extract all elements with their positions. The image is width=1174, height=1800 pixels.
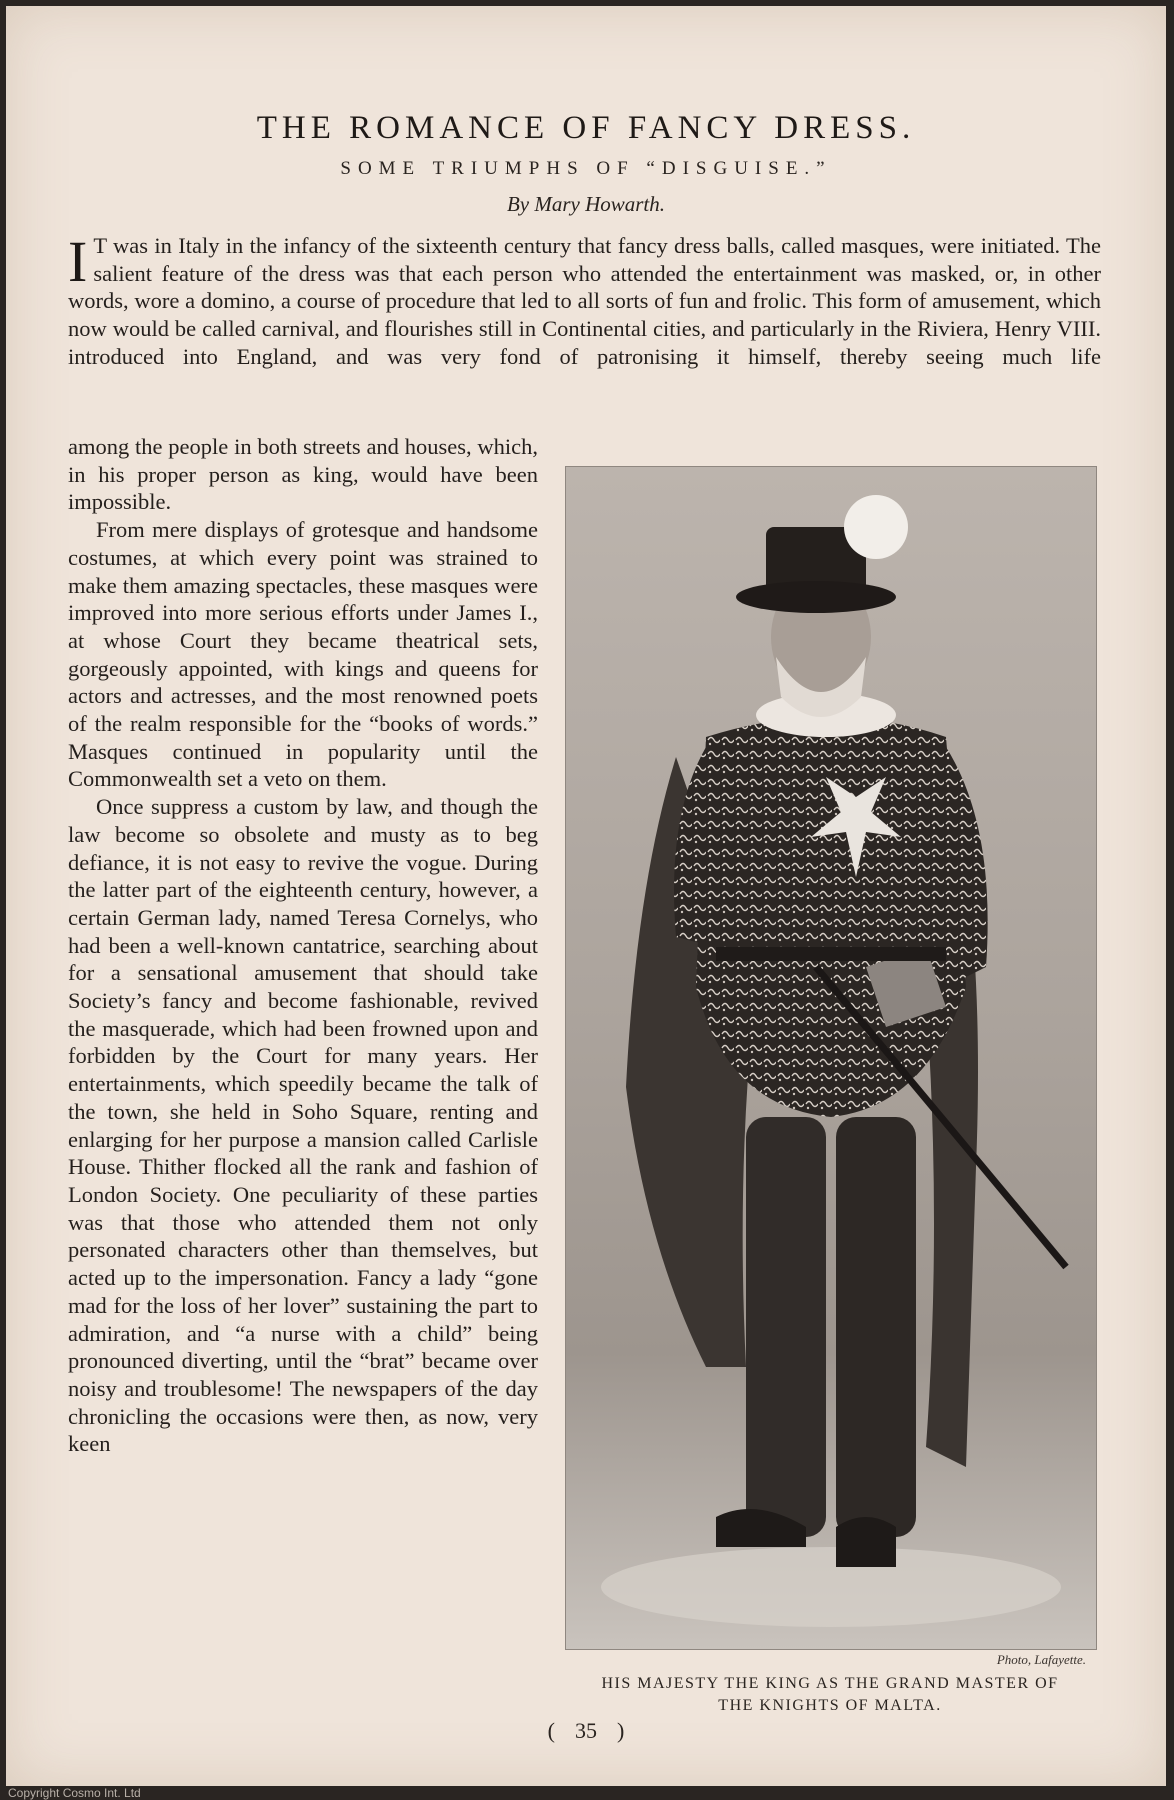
photo-credit: Photo, Lafayette. bbox=[996, 1652, 1086, 1667]
body-paragraph: among the people in both streets and houses, which, in his proper person as king, would have been impossible. bbox=[68, 434, 538, 515]
page-number-value: 35 bbox=[575, 1718, 597, 1743]
page-number bbox=[6, 1718, 1166, 1744]
article-subtitle: SOME TRIUMPHS OF “DISGUISE.” bbox=[340, 158, 832, 179]
page-number-paren-close: ) bbox=[617, 1718, 625, 1743]
copyright-watermark: Copyright Cosmo Int. Ltd bbox=[8, 1786, 141, 1800]
magazine-page bbox=[6, 6, 1166, 1786]
intro-text: T was in Italy in the infancy of the sixteenth century that fancy dress balls, called masques, were initiated. The salient feature of the dress was that each person who attended the entertainment was masked, or, in other words, wore a domino, a course of procedure that led to all sorts of fun and frolic. This form of amusement, which now would be called carnival, and flourishes still in Continental cities, and particularly in the Riviera, Henry VIII. introduced into England, and was very fond of patronising it himself, thereby seeing much life bbox=[68, 233, 1101, 369]
article-byline: By Mary Howarth. bbox=[506, 192, 666, 216]
article-title: THE ROMANCE OF FANCY DRESS. bbox=[256, 110, 916, 146]
body-paragraph: From mere displays of grotesque and handsome costumes, at which every point was strained to make them amazing spectacles, these masques were improved into more serious efforts under James I., at whose Court they became theatrical sets, gorgeously appointed, with kings and queens for actors and actresses, and the most renowned poets of the realm responsible for the “books of words.” Masques continued in popularity until the Commonwealth set a veto on them. bbox=[68, 517, 538, 792]
intro-paragraph bbox=[68, 229, 1101, 371]
portrait-illustration bbox=[566, 467, 1096, 1649]
caption-line: HIS MAJESTY THE KING AS THE GRAND MASTER OF bbox=[601, 1675, 1059, 1692]
photo-caption bbox=[565, 1673, 1095, 1717]
caption-line: THE KNIGHTS OF MALTA. bbox=[718, 1697, 942, 1714]
drop-cap: I bbox=[68, 229, 88, 294]
page-number-paren-open: ( bbox=[547, 1718, 555, 1743]
body-paragraph: Once suppress a custom by law, and though the law become so obsolete and musty as to beg defiance, it is not easy to revive the vogue. During the latter part of the eighteenth century, however, a certain German lady, named Teresa Cornelys, who had been a well-known cantatrice, searching about for a sensational amusement that should take Society’s fancy and become fashionable, revived the masquerade, which had been frowned upon and forbidden by the Court for many years. Her entertainments, which speedily became the talk of the town, she held in Soho Square, renting and enlarging for her purpose a mansion called Carlisle House. Thither flocked all the rank and fashion of London Society. One peculiarity of these parties was that those who attended them not only personated characters other than themselves, but acted up to the impersonation. Fancy a lady “gone mad for the loss of her lover” sustaining the part to admiration, and “a nurse with a child” being pronounced diverting, until the “brat” became over noisy and troublesome! The newspapers of the day chronicling the occasions were then, as now, very keen bbox=[68, 794, 538, 1457]
body-column bbox=[68, 433, 538, 1708]
portrait-photo bbox=[565, 466, 1097, 1650]
